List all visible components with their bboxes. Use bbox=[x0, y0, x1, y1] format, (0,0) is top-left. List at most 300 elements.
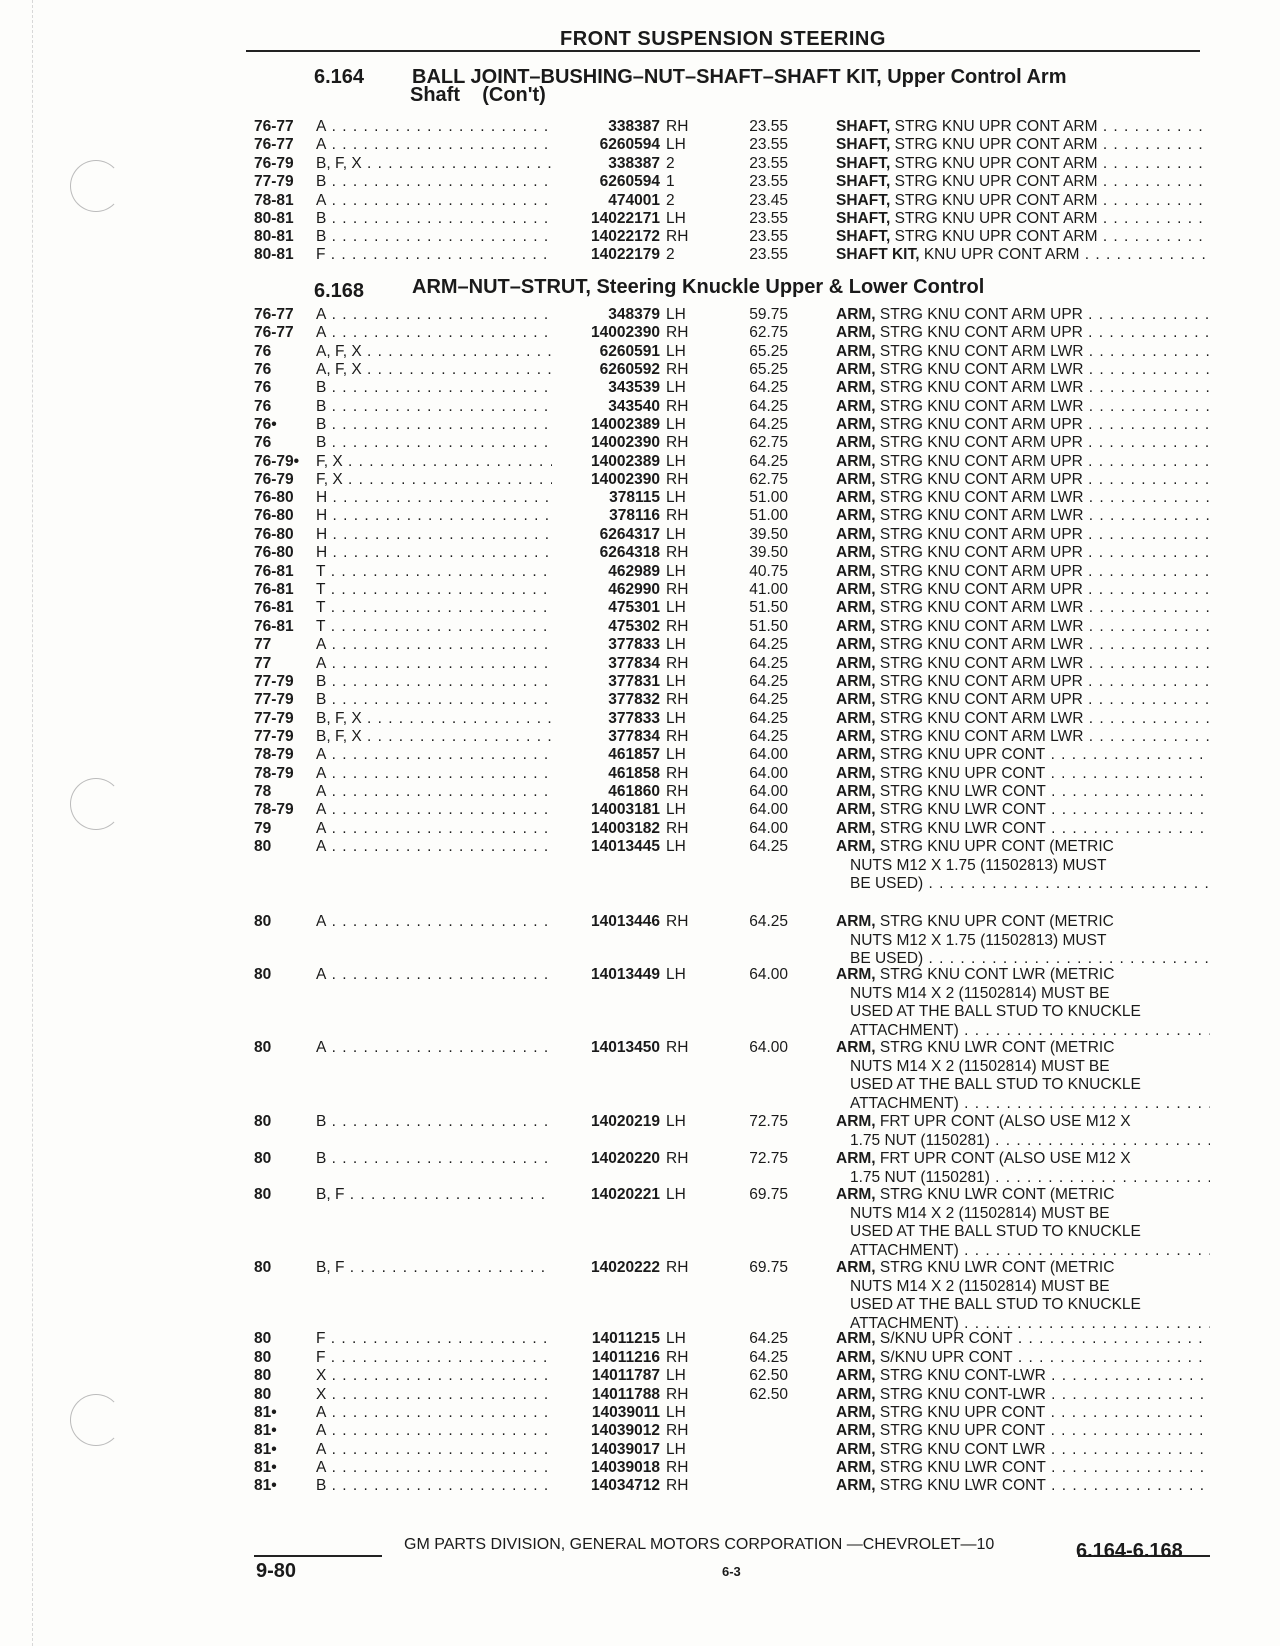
year-cell: 81• bbox=[254, 1459, 277, 1476]
model-cell: F . . . bbox=[316, 1330, 552, 1349]
item-name: ARM, bbox=[836, 434, 876, 451]
year-cell: 77 bbox=[254, 636, 272, 653]
description-text: USED AT THE BALL STUD TO KNUCKLE bbox=[850, 1296, 1141, 1313]
description-line bbox=[836, 1003, 1210, 1022]
part-number-cell: 14013449 bbox=[591, 966, 660, 983]
side-cell: LH bbox=[666, 710, 686, 727]
part-number-cell: 474001 bbox=[608, 192, 660, 209]
item-name: ARM, bbox=[836, 783, 876, 800]
description-cell bbox=[836, 673, 1210, 692]
year-cell: 78-79 bbox=[254, 765, 294, 782]
description-text: STRG KNU CONT ARM UPR bbox=[879, 544, 1083, 561]
description-text: STRG KNU CONT ARM UPR bbox=[879, 453, 1083, 470]
description-line bbox=[836, 1113, 1210, 1132]
item-name: ARM, bbox=[836, 1386, 876, 1403]
description-text: STRG KNU CONT ARM LWR bbox=[879, 618, 1084, 635]
item-name: SHAFT, bbox=[836, 136, 891, 153]
description-text: ATTACHMENT) bbox=[850, 1241, 959, 1259]
price-cell: 51.50 bbox=[749, 599, 788, 616]
price-cell: 64.25 bbox=[749, 913, 788, 930]
item-name: ARM, bbox=[836, 507, 876, 524]
description-cell bbox=[836, 1113, 1210, 1150]
description-cell bbox=[836, 1459, 1210, 1478]
header-rule bbox=[246, 50, 1200, 52]
description-line bbox=[836, 636, 1210, 655]
description-line bbox=[836, 966, 1210, 985]
description-text: STRG KNU CONT ARM UPR bbox=[879, 306, 1083, 323]
item-name: ARM, bbox=[836, 471, 876, 488]
description-line bbox=[836, 544, 1210, 563]
price-cell: 64.25 bbox=[749, 673, 788, 690]
side-cell: LH bbox=[666, 1367, 686, 1384]
description-line bbox=[836, 1459, 1210, 1478]
item-name: SHAFT, bbox=[836, 118, 891, 135]
model-cell: X . . . bbox=[316, 1386, 552, 1405]
price-cell: 69.75 bbox=[749, 1186, 788, 1203]
item-name: ARM, bbox=[836, 1367, 876, 1384]
description-cell bbox=[836, 563, 1210, 582]
description-line bbox=[836, 1349, 1210, 1368]
description-line bbox=[836, 728, 1210, 747]
description-cell bbox=[836, 966, 1210, 1040]
model-cell: B, F, X . . . bbox=[316, 155, 552, 174]
side-cell: 2 bbox=[666, 192, 675, 209]
item-name: ARM, bbox=[836, 526, 876, 543]
price-cell: 23.45 bbox=[749, 192, 788, 209]
model-cell: B . . . bbox=[316, 210, 552, 229]
description-text: STRG KNU CONT ARM UPR bbox=[879, 471, 1083, 488]
year-cell: 80-81 bbox=[254, 228, 294, 245]
part-number-cell: 14022171 bbox=[591, 210, 660, 227]
description-text: STRG KNU UPR CONT ARM bbox=[894, 210, 1098, 227]
model-cell: F . . . bbox=[316, 246, 552, 265]
item-name: ARM, bbox=[836, 746, 876, 763]
part-number-cell: 14039011 bbox=[591, 1404, 660, 1421]
description-text: STRG KNU UPR CONT ARM bbox=[894, 118, 1098, 135]
part-number-cell: 462990 bbox=[608, 581, 660, 598]
description-line bbox=[836, 1169, 1210, 1188]
item-name: SHAFT, bbox=[836, 210, 891, 227]
part-number-cell: 377831 bbox=[608, 673, 660, 690]
item-name: ARM, bbox=[836, 544, 876, 561]
side-cell: RH bbox=[666, 398, 689, 415]
description-line bbox=[836, 1242, 1210, 1261]
description-text: NUTS M12 X 1.75 (11502813) MUST bbox=[850, 856, 1107, 874]
price-cell: 64.25 bbox=[749, 636, 788, 653]
year-cell: 77-79 bbox=[254, 691, 294, 708]
model-cell: B . . . bbox=[316, 1477, 552, 1496]
part-number-cell: 14013450 bbox=[591, 1039, 660, 1056]
item-name: ARM, bbox=[836, 618, 876, 635]
model-cell: T . . . bbox=[316, 563, 552, 582]
description-cell bbox=[836, 118, 1210, 137]
section-title: BALL JOINT–BUSHING–NUT–SHAFT–SHAFT KIT, Upper Control Arm bbox=[412, 66, 1067, 88]
description-text: ATTACHMENT) bbox=[850, 1021, 959, 1039]
description-line bbox=[836, 618, 1210, 637]
description-line bbox=[836, 136, 1210, 155]
part-number-cell: 6264318 bbox=[599, 544, 660, 561]
description-cell bbox=[836, 155, 1210, 174]
part-number-cell: 14013446 bbox=[591, 913, 660, 930]
description-line bbox=[836, 913, 1210, 932]
year-cell: 76• bbox=[254, 416, 277, 433]
description-text: STRG KNU CONT LWR (METRIC bbox=[879, 966, 1115, 983]
description-cell bbox=[836, 489, 1210, 508]
description-cell bbox=[836, 1186, 1210, 1260]
description-text: STRG KNU CONT ARM LWR bbox=[879, 379, 1084, 396]
part-number-cell: 475302 bbox=[608, 618, 660, 635]
item-name: ARM, bbox=[836, 324, 876, 341]
punch-hole-middle bbox=[70, 778, 122, 830]
description-text: STRG KNU CONT ARM UPR bbox=[879, 526, 1083, 543]
description-text: NUTS M12 X 1.75 (11502813) MUST bbox=[850, 931, 1107, 949]
description-cell bbox=[836, 544, 1210, 563]
description-line bbox=[836, 875, 1210, 894]
model-cell: B . . . bbox=[316, 379, 552, 398]
description-text: NUTS M14 X 2 (11502814) MUST BE bbox=[850, 1204, 1110, 1222]
item-name: ARM, bbox=[836, 453, 876, 470]
side-cell: LH bbox=[666, 489, 686, 506]
description-text: STRG KNU CONT ARM LWR bbox=[879, 507, 1084, 524]
price-cell: 69.75 bbox=[749, 1259, 788, 1276]
description-text: USED AT THE BALL STUD TO KNUCKLE bbox=[850, 1003, 1141, 1020]
side-cell: LH bbox=[666, 526, 686, 543]
price-cell: 64.00 bbox=[749, 801, 788, 818]
description-line bbox=[836, 932, 1210, 951]
price-cell: 23.55 bbox=[749, 118, 788, 135]
item-name: ARM, bbox=[836, 599, 876, 616]
description-text: STRG KNU UPR CONT (METRIC bbox=[879, 838, 1114, 855]
side-cell: RH bbox=[666, 118, 689, 135]
price-cell: 64.25 bbox=[749, 655, 788, 672]
description-line bbox=[836, 801, 1210, 820]
item-name: ARM, bbox=[836, 966, 876, 983]
description-text: USED AT THE BALL STUD TO KNUCKLE bbox=[850, 1223, 1141, 1240]
description-cell bbox=[836, 192, 1210, 211]
year-cell: 77-79 bbox=[254, 173, 294, 190]
description-text: STRG KNU CONT LWR bbox=[879, 1441, 1046, 1458]
model-cell: X . . . bbox=[316, 1367, 552, 1386]
part-number-cell: 461857 bbox=[608, 746, 660, 763]
part-number-cell: 14022179 bbox=[591, 246, 660, 263]
description-line bbox=[836, 710, 1210, 729]
section-number: 6.168 bbox=[314, 280, 365, 302]
description-cell bbox=[836, 618, 1210, 637]
description-text: STRG KNU CONT ARM UPR bbox=[879, 416, 1083, 433]
description-line bbox=[836, 1477, 1210, 1496]
description-text: STRG KNU LWR CONT bbox=[879, 801, 1046, 818]
price-cell: 64.00 bbox=[749, 765, 788, 782]
description-cell bbox=[836, 453, 1210, 472]
year-cell: 80 bbox=[254, 1150, 272, 1167]
description-text: STRG KNU CONT ARM LWR bbox=[879, 489, 1084, 506]
price-cell: 62.75 bbox=[749, 471, 788, 488]
description-text: STRG KNU CONT ARM LWR bbox=[879, 599, 1084, 616]
item-name: ARM, bbox=[836, 1441, 876, 1458]
description-text: STRG KNU CONT ARM UPR bbox=[879, 691, 1083, 708]
side-cell: RH bbox=[666, 581, 689, 598]
model-cell: A . . . bbox=[316, 966, 552, 985]
side-cell: LH bbox=[666, 673, 686, 690]
description-cell bbox=[836, 783, 1210, 802]
side-cell: RH bbox=[666, 507, 689, 524]
side-cell: 2 bbox=[666, 246, 675, 263]
model-cell: A . . . bbox=[316, 783, 552, 802]
part-number-cell: 377834 bbox=[608, 728, 660, 745]
model-cell: A . . . bbox=[316, 306, 552, 325]
year-cell: 78 bbox=[254, 783, 272, 800]
model-cell: A . . . bbox=[316, 1441, 552, 1460]
side-cell: LH bbox=[666, 210, 686, 227]
description-line bbox=[836, 489, 1210, 508]
description-text: BE USED) bbox=[850, 950, 924, 967]
description-text: USED AT THE BALL STUD TO KNUCKLE bbox=[850, 1076, 1141, 1093]
price-cell: 23.55 bbox=[749, 155, 788, 172]
description-cell bbox=[836, 1367, 1210, 1386]
description-line bbox=[836, 379, 1210, 398]
description-line bbox=[836, 1132, 1210, 1151]
description-text: STRG KNU CONT-LWR bbox=[879, 1386, 1046, 1403]
model-cell: A . . . bbox=[316, 636, 552, 655]
price-cell: 64.00 bbox=[749, 820, 788, 837]
item-name: ARM, bbox=[836, 489, 876, 506]
part-number-cell: 377832 bbox=[608, 691, 660, 708]
description-text: STRG KNU CONT ARM UPR bbox=[879, 434, 1083, 451]
model-cell: H . . . bbox=[316, 507, 552, 526]
description-cell bbox=[836, 1404, 1210, 1423]
side-cell: RH bbox=[666, 324, 689, 341]
section-title: ARM–NUT–STRUT, Steering Knuckle Upper & Lower Control bbox=[412, 276, 985, 298]
side-cell: LH bbox=[666, 801, 686, 818]
footer-date: 9-80 bbox=[256, 1560, 297, 1582]
side-cell: LH bbox=[666, 563, 686, 580]
model-cell: B, F, X . . . bbox=[316, 710, 552, 729]
description-cell bbox=[836, 801, 1210, 820]
side-cell: LH bbox=[666, 838, 686, 855]
item-name: SHAFT KIT, bbox=[836, 246, 920, 263]
description-line bbox=[836, 246, 1210, 265]
model-cell: A . . . bbox=[316, 655, 552, 674]
description-line bbox=[836, 1259, 1210, 1278]
description-line bbox=[836, 581, 1210, 600]
part-number-cell: 14003182 bbox=[591, 820, 660, 837]
price-cell: 64.25 bbox=[749, 710, 788, 727]
description-line bbox=[836, 1186, 1210, 1205]
description-text: ATTACHMENT) bbox=[850, 1314, 959, 1332]
description-line bbox=[836, 1296, 1210, 1315]
item-name: SHAFT, bbox=[836, 173, 891, 190]
price-cell: 64.00 bbox=[749, 966, 788, 983]
year-cell: 77-79 bbox=[254, 728, 294, 745]
item-name: ARM, bbox=[836, 1404, 876, 1421]
model-cell: H . . . bbox=[316, 544, 552, 563]
part-number-cell: 14011788 bbox=[591, 1386, 660, 1403]
part-number-cell: 338387 bbox=[608, 118, 660, 135]
year-cell: 78-79 bbox=[254, 746, 294, 763]
side-cell: LH bbox=[666, 1404, 686, 1421]
description-line bbox=[836, 655, 1210, 674]
model-cell: A, F, X . . . bbox=[316, 343, 552, 362]
year-cell: 81• bbox=[254, 1477, 277, 1494]
price-cell: 64.00 bbox=[749, 783, 788, 800]
item-name: ARM, bbox=[836, 1186, 876, 1203]
item-name: ARM, bbox=[836, 728, 876, 745]
year-cell: 81• bbox=[254, 1441, 277, 1458]
description-line bbox=[836, 416, 1210, 435]
model-cell: B, F . . . bbox=[316, 1259, 552, 1278]
part-number-cell: 14039018 bbox=[591, 1459, 660, 1476]
description-text: FRT UPR CONT (ALSO USE M12 X bbox=[879, 1113, 1131, 1130]
item-name: ARM, bbox=[836, 416, 876, 433]
side-cell: RH bbox=[666, 1422, 689, 1439]
item-name: ARM, bbox=[836, 379, 876, 396]
price-cell: 64.25 bbox=[749, 453, 788, 470]
description-line bbox=[836, 210, 1210, 229]
footer-rule-left bbox=[254, 1555, 382, 1557]
item-name: ARM, bbox=[836, 1039, 876, 1056]
description-line bbox=[836, 526, 1210, 545]
model-cell: F . . . bbox=[316, 1349, 552, 1368]
side-cell: RH bbox=[666, 1150, 689, 1167]
model-cell: T . . . bbox=[316, 581, 552, 600]
model-cell: A . . . bbox=[316, 913, 552, 932]
description-cell bbox=[836, 1330, 1210, 1349]
part-number-cell: 461858 bbox=[608, 765, 660, 782]
year-cell: 80-81 bbox=[254, 210, 294, 227]
model-cell: A . . . bbox=[316, 765, 552, 784]
price-cell: 64.25 bbox=[749, 379, 788, 396]
part-number-cell: 377833 bbox=[608, 636, 660, 653]
description-text: STRG KNU CONT ARM LWR bbox=[879, 710, 1084, 727]
description-cell bbox=[836, 306, 1210, 325]
model-cell: B . . . bbox=[316, 398, 552, 417]
part-number-cell: 14013445 bbox=[591, 838, 660, 855]
side-cell: LH bbox=[666, 1441, 686, 1458]
item-name: ARM, bbox=[836, 398, 876, 415]
price-cell: 23.55 bbox=[749, 228, 788, 245]
year-cell: 76 bbox=[254, 379, 272, 396]
description-line bbox=[836, 1386, 1210, 1405]
description-line bbox=[836, 1076, 1210, 1095]
year-cell: 76-80 bbox=[254, 507, 294, 524]
model-cell: T . . . bbox=[316, 599, 552, 618]
year-cell: 77 bbox=[254, 655, 272, 672]
part-number-cell: 14034712 bbox=[591, 1477, 660, 1494]
year-cell: 81• bbox=[254, 1404, 277, 1421]
model-cell: A . . . bbox=[316, 324, 552, 343]
year-cell: 80-81 bbox=[254, 246, 294, 263]
description-cell bbox=[836, 343, 1210, 362]
model-cell: B . . . bbox=[316, 434, 552, 453]
part-number-cell: 14002389 bbox=[591, 453, 660, 470]
price-cell: 41.00 bbox=[749, 581, 788, 598]
description-text: STRG KNU UPR CONT ARM bbox=[894, 155, 1098, 172]
description-cell bbox=[836, 636, 1210, 655]
side-cell: RH bbox=[666, 1386, 689, 1403]
description-text: ATTACHMENT) bbox=[850, 1094, 959, 1112]
year-cell: 76 bbox=[254, 434, 272, 451]
part-number-cell: 14039012 bbox=[591, 1422, 660, 1439]
item-name: ARM, bbox=[836, 306, 876, 323]
section-number: 6.164 bbox=[314, 66, 365, 88]
part-number-cell: 343540 bbox=[608, 398, 660, 415]
part-number-cell: 462989 bbox=[608, 563, 660, 580]
part-number-cell: 14039017 bbox=[591, 1441, 660, 1458]
description-cell bbox=[836, 581, 1210, 600]
side-cell: RH bbox=[666, 1259, 689, 1276]
year-cell: 76-79• bbox=[254, 453, 300, 470]
year-cell: 80 bbox=[254, 1386, 272, 1403]
side-cell: RH bbox=[666, 765, 689, 782]
item-name: ARM, bbox=[836, 1150, 876, 1167]
price-cell: 64.25 bbox=[749, 728, 788, 745]
side-cell: LH bbox=[666, 416, 686, 433]
side-cell: RH bbox=[666, 1039, 689, 1056]
description-text: STRG KNU CONT ARM LWR bbox=[879, 361, 1084, 378]
side-cell: RH bbox=[666, 1349, 689, 1366]
description-text: NUTS M14 X 2 (11502814) MUST BE bbox=[850, 1277, 1110, 1295]
description-cell bbox=[836, 379, 1210, 398]
description-cell bbox=[836, 1349, 1210, 1368]
part-number-cell: 6264317 bbox=[599, 526, 660, 543]
year-cell: 76-80 bbox=[254, 526, 294, 543]
side-cell: RH bbox=[666, 1459, 689, 1476]
side-cell: LH bbox=[666, 136, 686, 153]
model-cell: A . . . bbox=[316, 192, 552, 211]
price-cell: 23.55 bbox=[749, 173, 788, 190]
model-cell: F, X . . . bbox=[316, 453, 552, 472]
side-cell: RH bbox=[666, 618, 689, 635]
price-cell: 64.25 bbox=[749, 416, 788, 433]
model-cell: H . . . bbox=[316, 489, 552, 508]
item-name: ARM, bbox=[836, 820, 876, 837]
description-line bbox=[836, 765, 1210, 784]
part-number-cell: 6260591 bbox=[599, 343, 660, 360]
part-number-cell: 14020219 bbox=[591, 1113, 660, 1130]
price-cell: 64.25 bbox=[749, 398, 788, 415]
part-number-cell: 348379 bbox=[608, 306, 660, 323]
price-cell: 72.75 bbox=[749, 1150, 788, 1167]
description-line bbox=[836, 1404, 1210, 1423]
description-text: STRG KNU LWR CONT bbox=[879, 783, 1046, 800]
part-number-cell: 6260594 bbox=[599, 136, 660, 153]
description-line bbox=[836, 1367, 1210, 1386]
description-text: KNU UPR CONT ARM bbox=[923, 246, 1080, 263]
description-text: STRG KNU CONT-LWR bbox=[879, 1367, 1046, 1384]
description-cell bbox=[836, 1386, 1210, 1405]
description-text: STRG KNU CONT ARM LWR bbox=[879, 655, 1084, 672]
side-cell: RH bbox=[666, 228, 689, 245]
description-line bbox=[836, 857, 1210, 876]
year-cell: 78-79 bbox=[254, 801, 294, 818]
description-text: STRG KNU CONT ARM LWR bbox=[879, 636, 1084, 653]
side-cell: RH bbox=[666, 820, 689, 837]
price-cell: 65.25 bbox=[749, 361, 788, 378]
year-cell: 76-81 bbox=[254, 563, 294, 580]
side-cell: RH bbox=[666, 544, 689, 561]
side-cell: LH bbox=[666, 599, 686, 616]
year-cell: 76-77 bbox=[254, 118, 294, 135]
item-name: SHAFT, bbox=[836, 228, 891, 245]
year-cell: 76-79 bbox=[254, 155, 294, 172]
model-cell: A . . . bbox=[316, 1404, 552, 1423]
description-text: STRG KNU UPR CONT bbox=[879, 746, 1046, 763]
description-text: 1.75 NUT (1150281) bbox=[850, 1131, 990, 1149]
price-cell: 64.00 bbox=[749, 746, 788, 763]
model-cell: B . . . bbox=[316, 1150, 552, 1169]
description-cell bbox=[836, 324, 1210, 343]
item-name: ARM, bbox=[836, 581, 876, 598]
